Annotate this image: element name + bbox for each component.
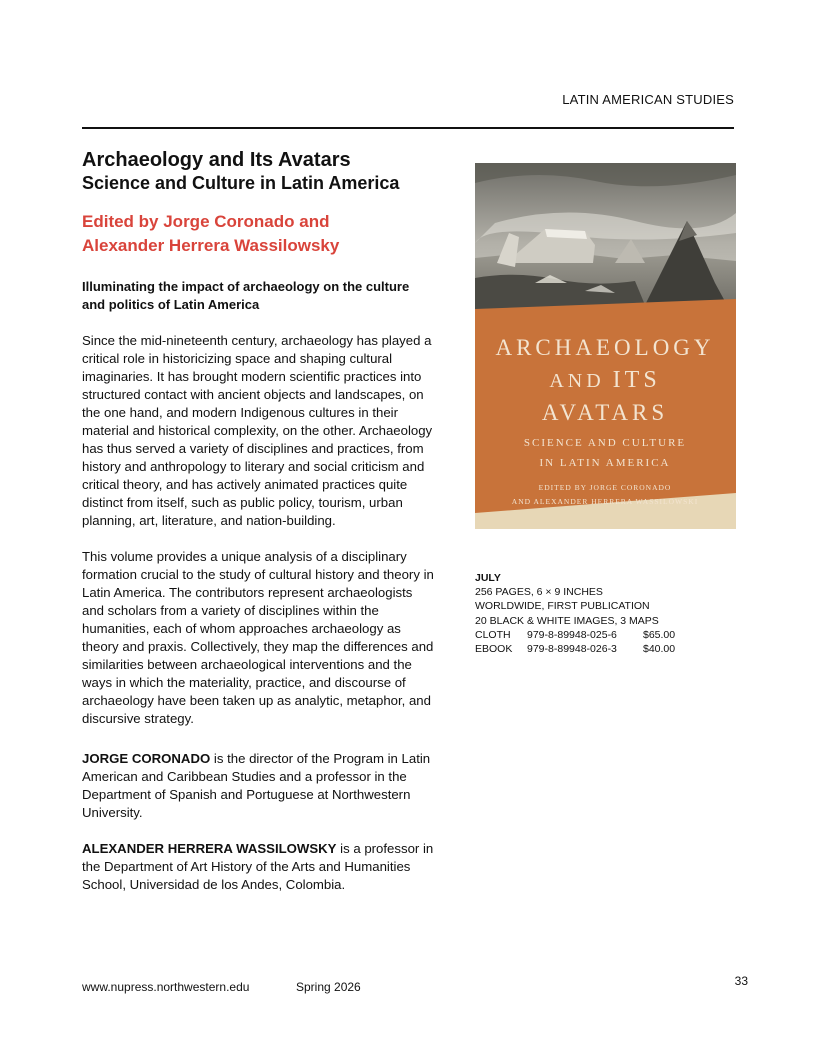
editors [82, 210, 434, 258]
editor-bio-name: JORGE CORONADO [82, 751, 211, 766]
publication-month: JULY [475, 572, 501, 584]
cover-title-line-2: AND ITS [549, 367, 661, 393]
cover-credit-line-2: AND ALEXANDER HERRERA WASSILOWSKI [511, 497, 699, 506]
editors-line-2: Alexander Herrera Wassilowsky [82, 236, 340, 255]
footer-url[interactable]: www.nupress.northwestern.edu [82, 980, 250, 994]
description-paragraph: This volume provides a unique analysis of a disciplinary formation crucial to the study of cultural history and theory in Latin America. The contributors represent archaeologists and scholars from a variety of disciplines within the humanities, each of whom approaches archaeology as theory and praxis. Collectively, they map the differences and similarities between archaeological interventions and the ways in which the materiality, practice, and discourse of archaeology have been taken up as analytic, metaphor, and discursive strategy. [82, 549, 434, 726]
cover-title-line-3: AVATARS [541, 400, 669, 425]
page-number: 33 [734, 974, 748, 988]
editor-bio-text: is the director of the Program in Latin American and Caribbean Studies and a professor in the Department of Spanish and Portuguese at Northwestern University. [82, 751, 431, 820]
book-title: Archaeology and Its Avatars [82, 149, 351, 171]
book-entry [82, 148, 434, 894]
format-price: $65.00 [643, 628, 676, 641]
page-count: 256 PAGES, 6 × 9 INCHES [475, 586, 603, 599]
cover-title-line-1: ARCHAEOLOGY [495, 335, 715, 360]
cover-credit-line-1: EDITED BY JORGE CORONADO [538, 483, 672, 492]
book-details [475, 571, 675, 656]
editor-bio [82, 750, 434, 822]
rights: WORLDWIDE, FIRST PUBLICATION [475, 600, 650, 613]
editor-bio-name: ALEXANDER HERRERA WASSILOWSKY [82, 841, 337, 856]
format-price: $40.00 [643, 643, 676, 656]
footer-season: Spring 2026 [296, 980, 361, 994]
editor-bio [82, 840, 434, 894]
format-name: CLOTH [475, 628, 511, 641]
format-isbn: 979-8-89948-026-3 [527, 643, 617, 656]
format-isbn: 979-8-89948-025-6 [527, 628, 617, 641]
format-row [475, 642, 675, 656]
format-row [475, 628, 675, 642]
cover-subtitle-line-1: SCIENCE AND CULTURE [523, 437, 687, 449]
section-label: LATIN AMERICAN STUDIES [562, 92, 734, 107]
book-subtitle: Science and Culture in Latin America [82, 173, 400, 193]
description-paragraph: Since the mid-nineteenth century, archaeology has played a critical role in historicizing space and shaping cultural imaginaries. It has brought modern scientific practices into structured contact with ancient objects and landscapes, on the one hand, and modern Indigenous cultures in their material and historical complexity, on the other. Archaeology has thus served a variety of disciplines and practices, from history and anthropology to literary and social criticism and critical theory, and has actively animated practices quite distinct from itself, such as public policy, tourism, urban planning, art, literature, and nation-building. [82, 333, 433, 528]
editors-line-1: Edited by Jorge Coronado and [82, 212, 330, 231]
tagline: Illuminating the impact of archaeology on the culture and politics of Latin America [82, 279, 410, 312]
editor-bio-text: is a professor in the Department of Art History of the Arts and Humanities School, Universidad de los Andes, Colombia. [82, 841, 434, 892]
image-count: 20 BLACK & WHITE IMAGES, 3 MAPS [475, 614, 659, 627]
format-name: EBOOK [475, 643, 513, 656]
header-rule [82, 127, 734, 129]
cover-subtitle-line-2: IN LATIN AMERICA [539, 457, 671, 469]
book-cover [475, 163, 736, 529]
